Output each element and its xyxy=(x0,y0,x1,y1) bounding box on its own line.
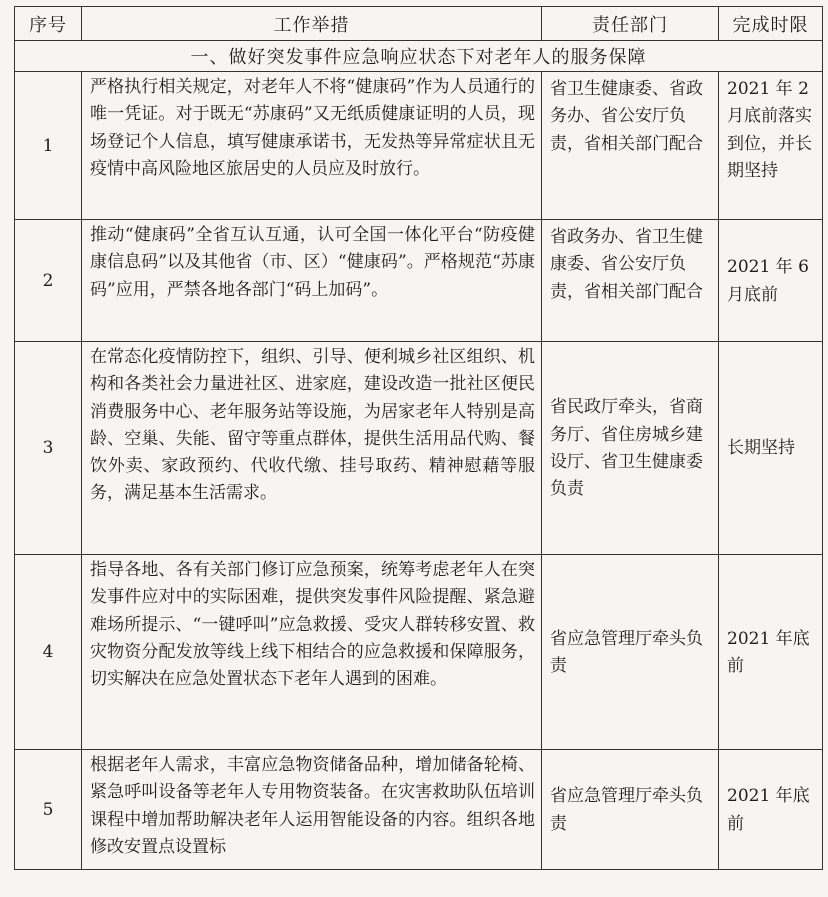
header-measure: 工作举措 xyxy=(82,7,542,41)
row-measure: 根据老年人需求，丰富应急物资储备品种，增加储备轮椅、紧急呼叫设备等老年人专用物资装备。在灾害救助队伍培训课程中增加帮助解决老年人运用智能设备的内容。组织各地修改安置点设置标 xyxy=(82,750,542,870)
row-deadline: 长期坚持 xyxy=(719,342,823,555)
table-row xyxy=(15,342,823,555)
row-deadline: 2021 年 2 月底前落实到位，并长期坚持 xyxy=(719,72,823,220)
header-department: 责任部门 xyxy=(542,7,719,41)
row-department: 省应急管理厅牵头负责 xyxy=(542,555,719,750)
row-deadline: 2021 年底前 xyxy=(719,555,823,750)
row-index: 2 xyxy=(15,220,82,342)
row-deadline: 2021 年底前 xyxy=(719,750,823,870)
row-measure: 严格执行相关规定，对老年人不将“健康码”作为人员通行的唯一凭证。对于既无“苏康码”又无纸质健康证明的人员，现场登记个人信息，填写健康承诺书，无发热等异常症状且无疫情中高风险地区旅居史的人员应及时放行。 xyxy=(82,72,542,220)
table-row xyxy=(15,555,823,750)
header-index: 序号 xyxy=(15,7,82,41)
row-department: 省民政厅牵头，省商务厅、省住房城乡建设厅、省卫生健康委负责 xyxy=(542,342,719,555)
row-index: 4 xyxy=(15,555,82,750)
header-deadline: 完成时限 xyxy=(719,7,823,41)
row-deadline: 2021 年 6 月底前 xyxy=(719,220,823,342)
table-row xyxy=(15,220,823,342)
section-row xyxy=(15,41,823,72)
row-measure: 在常态化疫情防控下，组织、引导、便利城乡社区组织、机构和各类社会力量进社区、进家庭，建设改造一批社区便民消费服务中心、老年服务站等设施，为居家老年人特别是高龄、空巢、失能、留守等重点群体，提供生活用品代购、餐饮外卖、家政预约、代收代缴、挂号取药、精神慰藉等服务，满足基本生活需求。 xyxy=(82,342,542,555)
row-department: 省政务办、省卫生健康委、省公安厅负责，省相关部门配合 xyxy=(542,220,719,342)
row-department: 省应急管理厅牵头负责 xyxy=(542,750,719,870)
row-index: 5 xyxy=(15,750,82,870)
row-measure: 推动“健康码”全省互认互通，认可全国一体化平台“防疫健康信息码”以及其他省（市、区）“健康码”。严格规范“苏康码”应用，严禁各地各部门“码上加码”。 xyxy=(82,220,542,342)
row-measure: 指导各地、各有关部门修订应急预案，统筹考虑老年人在突发事件应对中的实际困难，提供突发事件风险提醒、紧急避难场所提示、“一键呼叫”应急救援、受灾人群转移安置、救灾物资分配发放等线上线下相结合的应急救援和保障服务，切实解决在应急处置状态下老年人遇到的困难。 xyxy=(82,555,542,750)
table-row xyxy=(15,72,823,220)
table-row xyxy=(15,750,823,870)
section-title: 一、做好突发事件应急响应状态下对老年人的服务保障 xyxy=(15,41,823,72)
measures-table xyxy=(14,6,823,870)
header-row xyxy=(15,7,823,41)
row-department: 省卫生健康委、省政务办、省公安厅负责，省相关部门配合 xyxy=(542,72,719,220)
row-index: 1 xyxy=(15,72,82,220)
row-index: 3 xyxy=(15,342,82,555)
